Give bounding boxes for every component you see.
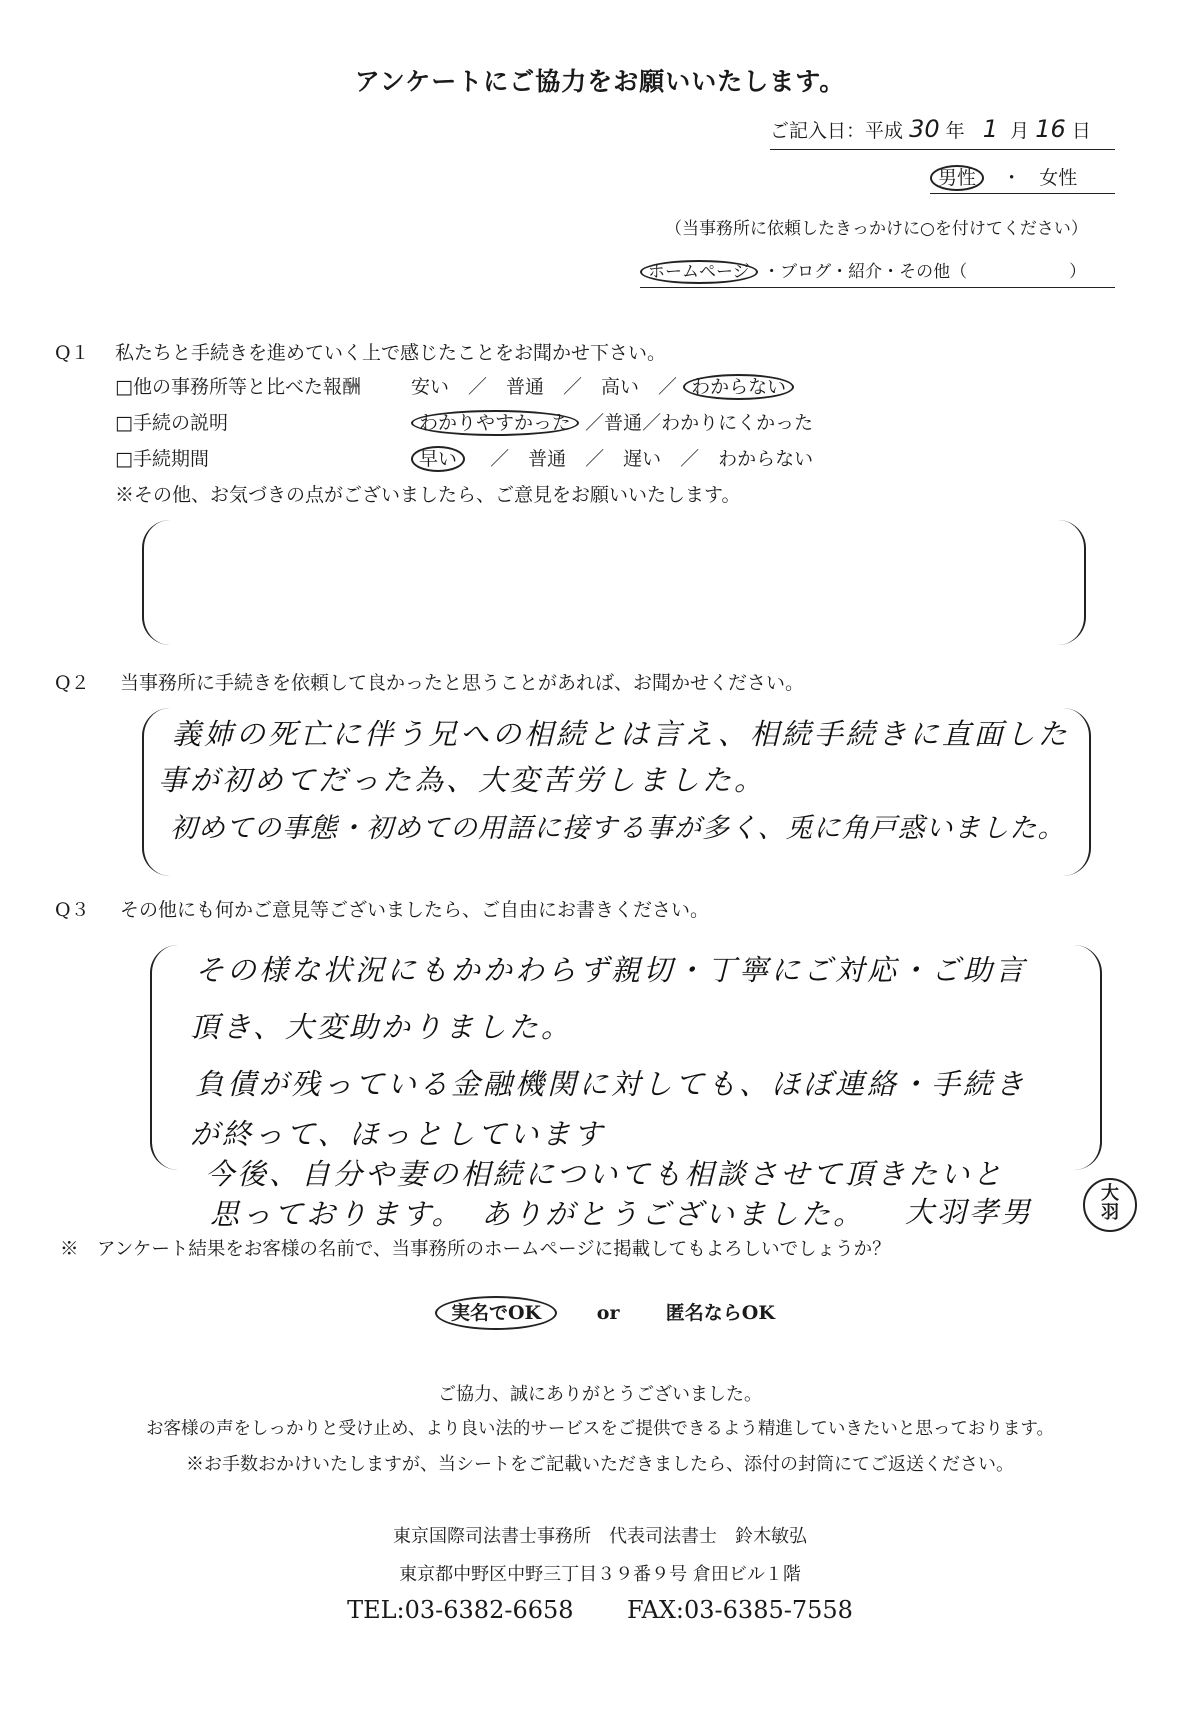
source-others[interactable]: ・ブログ・紹介・その他（ ） (763, 262, 1087, 282)
q3-answer-line: 負債が残っている金融機関に対しても、ほぼ連絡・手続き (195, 1067, 1028, 1101)
publish-or: or (596, 1302, 620, 1324)
q1-row-period-after[interactable]: ／ 普通 ／ 遅い ／ わからない (471, 448, 814, 470)
publish-anonymous-option[interactable]: 匿名ならOK (665, 1302, 775, 1324)
q1-row-period-item: □手続期間 (115, 448, 209, 470)
date-field (770, 115, 1115, 150)
date-day-unit: 日 (1071, 120, 1091, 142)
q1-comment-prompt: ※その他、お気づきの点がございましたら、ご意見をお願いいたします。 (115, 484, 741, 506)
source-field (640, 257, 1115, 288)
office-name: 東京国際司法書士事務所 代表司法書士 鈴木敏弘 (393, 1526, 807, 1547)
date-month: 1 (982, 115, 999, 143)
q2-answer-line: 事が初めてだった為、大変苦労しました。 (158, 763, 767, 797)
office-contact (0, 1596, 1200, 1624)
personal-seal (1083, 1178, 1137, 1232)
gender-female[interactable]: 女性 (1039, 167, 1078, 189)
survey-title: アンケートにご協力をお願いいたします。 (354, 67, 846, 96)
q1-row-period (115, 444, 813, 471)
q2-answer-line: 義姉の死亡に伴う兄への相続とは言え、相続手続きに直面した (172, 717, 1070, 751)
date-year: 30 (909, 115, 940, 143)
gender-male-circled[interactable]: 男性 (930, 165, 984, 191)
q1-row-explanation-after[interactable]: ／普通／わかりにくかった (585, 412, 814, 434)
gender-field (930, 163, 1115, 194)
office-fax: FAX:03-6385-7558 (626, 1596, 853, 1624)
footer-message: お客様の声をしっかりと受け止め、より良い法的サービスをご提供できるよう精進していきたいと思っております。 (146, 1419, 1054, 1439)
q2-label: Q２ (55, 672, 90, 694)
source-homepage-circled[interactable]: ホームページ (640, 260, 758, 284)
publish-real-name-circled[interactable]: 実名でOK (435, 1296, 557, 1330)
q1-row-fee-options[interactable]: 安い ／ 普通 ／ 高い ／ (411, 376, 678, 398)
q1-question: 私たちと手続きを進めていく上で感じたことをお聞かせ下さい。 (115, 342, 667, 364)
publish-options (435, 1298, 775, 1325)
q3-answer-line: 思っております。 ありがとうございました。 (210, 1197, 866, 1231)
date-day: 16 (1035, 115, 1066, 143)
q3-question: その他にも何かご意見等ございましたら、ご自由にお書きください。 (120, 899, 710, 921)
q3-answer-line: 今後、自分や妻の相続についても相談させて頂きたいと (205, 1157, 1005, 1191)
q3-label: Q３ (55, 899, 90, 921)
q1-row-explanation-item: □手続の説明 (115, 412, 228, 434)
q3-signature: 大羽孝男 (905, 1195, 1034, 1229)
q1-row-fee-circled[interactable]: わからない (683, 374, 794, 400)
q1-label: Q１ (55, 342, 90, 364)
footer-return-note: ※お手数おかけいたしますが、当シートをご記載いただきましたら、添付の封筒にてご返送ください。 (186, 1454, 1014, 1475)
footer-thanks: ご協力、誠にありがとうございました。 (438, 1384, 762, 1405)
office-tel: TEL:03-6382-6658 (347, 1596, 574, 1624)
q2-question: 当事務所に手続きを依頼して良かったと思うことがあれば、お聞かせください。 (120, 672, 805, 694)
q1-comment-box[interactable] (142, 520, 1086, 645)
q3-answer-line: その様な状況にもかかわらず親切・丁寧にご対応・ご助言 (195, 953, 1028, 987)
q2-answer-line: 初めての事態・初めての用語に接する事が多く、兎に角戸惑いました。 (170, 813, 1066, 844)
q1-row-explanation (115, 408, 813, 435)
date-year-unit: 年 (945, 120, 965, 142)
source-note: （当事務所に依頼したきっかけに○を付けてください） (665, 219, 1088, 239)
seal-top-char: 大 (1101, 1183, 1119, 1204)
seal-bottom-char: 羽 (1101, 1202, 1119, 1223)
date-label: ご記入日：平成 (770, 120, 904, 142)
q3-answer-line: 頂き、大変助かりました。 (190, 1010, 573, 1044)
office-address: 東京都中野区中野三丁目３９番９号 倉田ビル１階 (399, 1564, 801, 1585)
q3-answer-line: が終って、ほっとしています (190, 1117, 606, 1151)
q1-row-fee-item: □他の事務所等と比べた報酬 (115, 376, 361, 398)
date-month-unit: 月 (1010, 120, 1030, 142)
q1-row-period-circled[interactable]: 早い (411, 446, 465, 472)
q1-row-explanation-circled[interactable]: わかりやすかった (411, 410, 579, 436)
publish-question: ※ アンケート結果をお客様の名前で、当事務所のホームページに掲載してもよろしいでしょうか？ (60, 1239, 891, 1260)
q1-row-fee (115, 372, 794, 399)
gender-separator: ・ (1002, 167, 1022, 189)
